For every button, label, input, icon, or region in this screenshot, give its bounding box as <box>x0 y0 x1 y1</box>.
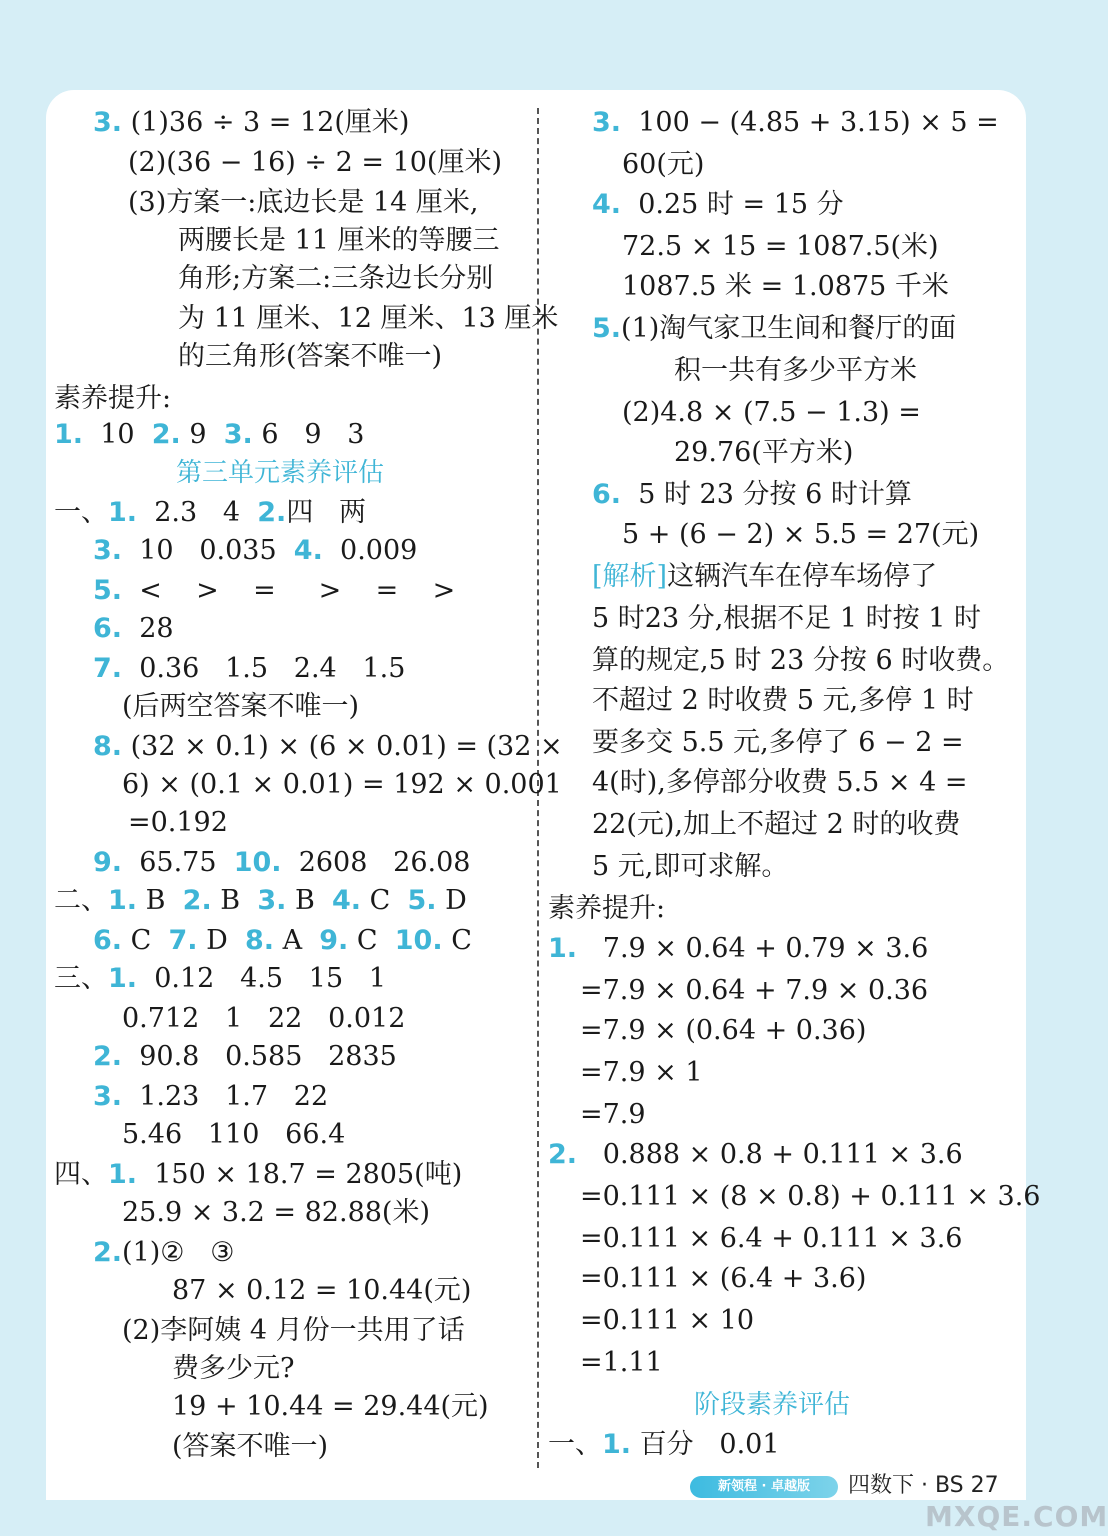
left-line-9: 1. 10 2. 9 3. 6 9 3 <box>54 419 365 450</box>
brand-badge: 新领程 · 卓越版 <box>690 1476 838 1498</box>
right-line-16: 要多交 5.5 元,多停了 6 − 2 = <box>592 727 964 758</box>
left-line-5: 角形;方案二:三条边长分别 <box>178 263 494 294</box>
right-line-7: 积一共有多少平方米 <box>674 355 917 386</box>
right-line-1: 3. 100 − (4.85 + 3.15) × 5 = <box>592 107 999 138</box>
right-line-3: 4. 0.25 时 = 15 分 <box>592 189 844 220</box>
right-line-19: 5 元,即可求解。 <box>592 851 789 882</box>
right-line-15: 不超过 2 时收费 5 元,多停 1 时 <box>592 685 974 716</box>
section-label-suyang: 素养提升: <box>54 383 172 414</box>
section-title-unit3: 第三单元素养评估 <box>176 458 385 488</box>
right-line-26: 2. 0.888 × 0.8 + 0.111 × 3.6 <box>548 1139 963 1170</box>
right-line-2: 60(元) <box>622 149 705 180</box>
right-line-28: =0.111 × 6.4 + 0.111 × 3.6 <box>580 1223 963 1254</box>
left-line-21: 二、1. B 2. B 3. B 4. C 5. D <box>54 885 467 916</box>
left-line-23: 三、1. 0.12 4.5 15 1 <box>54 963 387 994</box>
left-line-12: 3. 10 0.035 4. 0.009 <box>93 535 418 566</box>
right-line-11: 5 + (6 − 2) × 5.5 = 27(元) <box>622 519 980 550</box>
left-line-1: 3. (1)36 ÷ 3 = 12(厘米) <box>93 107 410 138</box>
left-line-33: 费多少元? <box>172 1353 295 1384</box>
right-line-21: 1. 7.9 × 0.64 + 0.79 × 3.6 <box>548 933 929 964</box>
left-line-22: 6. C 7. D 8. A 9. C 10. C <box>93 925 472 956</box>
left-line-13: 5. < > = > = > <box>93 575 456 606</box>
analysis-tag: [解析] <box>592 561 668 592</box>
right-line-27: =0.111 × (8 × 0.8) + 0.111 × 3.6 <box>580 1181 1041 1212</box>
section-title-stage: 阶段素养评估 <box>694 1390 851 1420</box>
left-line-25: 2. 90.8 0.585 2835 <box>93 1041 397 1072</box>
left-line-28: 四、1. 150 × 18.7 = 2805(吨) <box>54 1159 463 1190</box>
left-line-30: 2.(1)② ③ <box>93 1237 235 1268</box>
left-line-29: 25.9 × 3.2 = 82.88(米) <box>122 1197 430 1228</box>
left-line-17: 8. (32 × 0.1) × (6 × 0.01) = (32 × <box>93 731 563 762</box>
right-line-5: 1087.5 米 = 1.0875 千米 <box>622 271 949 302</box>
left-line-7: 的三角形(答案不唯一) <box>178 341 443 372</box>
right-line-29: =0.111 × (6.4 + 3.6) <box>580 1263 867 1294</box>
right-section-suyang: 素养提升: <box>548 893 666 924</box>
left-line-24: 0.712 1 22 0.012 <box>122 1003 406 1034</box>
right-line-9: 29.76(平方米) <box>674 437 854 468</box>
right-line-24: =7.9 × 1 <box>580 1057 703 1088</box>
right-line-18: 22(元),加上不超过 2 时的收费 <box>592 809 961 840</box>
watermark: MXQE.COM <box>925 1500 1108 1533</box>
right-line-17: 4(时),多停部分收费 5.5 × 4 = <box>592 767 968 798</box>
right-line-25: =7.9 <box>580 1099 646 1130</box>
left-line-18: 6) × (0.1 × 0.01) = 192 × 0.001 <box>122 769 562 800</box>
left-line-34: 19 + 10.44 = 29.44(元) <box>172 1391 489 1422</box>
left-line-19: =0.192 <box>128 807 228 838</box>
right-line-22: =7.9 × 0.64 + 7.9 × 0.36 <box>580 975 929 1006</box>
right-line-10: 6. 5 时 23 分按 6 时计算 <box>592 479 912 510</box>
right-line-12: [解析]这辆汽车在停车场停了 <box>592 561 938 592</box>
left-line-16: (后两空答案不唯一) <box>122 691 360 722</box>
left-line-14: 6. 28 <box>93 613 174 644</box>
left-line-3: (3)方案一:底边长是 14 厘米, <box>128 187 479 218</box>
right-line-23: =7.9 × (0.64 + 0.36) <box>580 1015 867 1046</box>
left-line-4: 两腰长是 11 厘米的等腰三 <box>178 225 500 256</box>
left-line-6: 为 11 厘米、12 厘米、13 厘米 <box>178 303 559 334</box>
left-line-31: 87 × 0.12 = 10.44(元) <box>172 1275 472 1306</box>
right-line-33: 一、1. 百分 0.01 <box>548 1429 780 1460</box>
left-line-20: 9. 65.75 10. 2608 26.08 <box>93 847 471 878</box>
right-line-13: 5 时23 分,根据不足 1 时按 1 时 <box>592 603 981 634</box>
right-line-30: =0.111 × 10 <box>580 1305 755 1336</box>
page-number: 四数下 · BS 27 <box>848 1473 999 1498</box>
right-line-6: 5.(1)淘气家卫生间和餐厅的面 <box>592 313 957 344</box>
left-line-2: (2)(36 − 16) ÷ 2 = 10(厘米) <box>128 147 502 178</box>
right-line-8: (2)4.8 × (7.5 − 1.3) = <box>622 397 921 428</box>
right-line-4: 72.5 × 15 = 1087.5(米) <box>622 231 939 262</box>
left-line-32: (2)李阿姨 4 月份一共用了话 <box>122 1315 465 1346</box>
left-line-35: (答案不唯一) <box>172 1431 329 1462</box>
right-line-14: 算的规定,5 时 23 分按 6 时收费。 <box>592 645 1010 676</box>
left-line-15: 7. 0.36 1.5 2.4 1.5 <box>93 653 406 684</box>
left-line-11: 一、1. 2.3 4 2.四 两 <box>54 497 367 528</box>
left-line-26: 3. 1.23 1.7 22 <box>93 1081 329 1112</box>
left-line-27: 5.46 110 66.4 <box>122 1119 346 1150</box>
right-line-31: =1.11 <box>580 1347 663 1378</box>
